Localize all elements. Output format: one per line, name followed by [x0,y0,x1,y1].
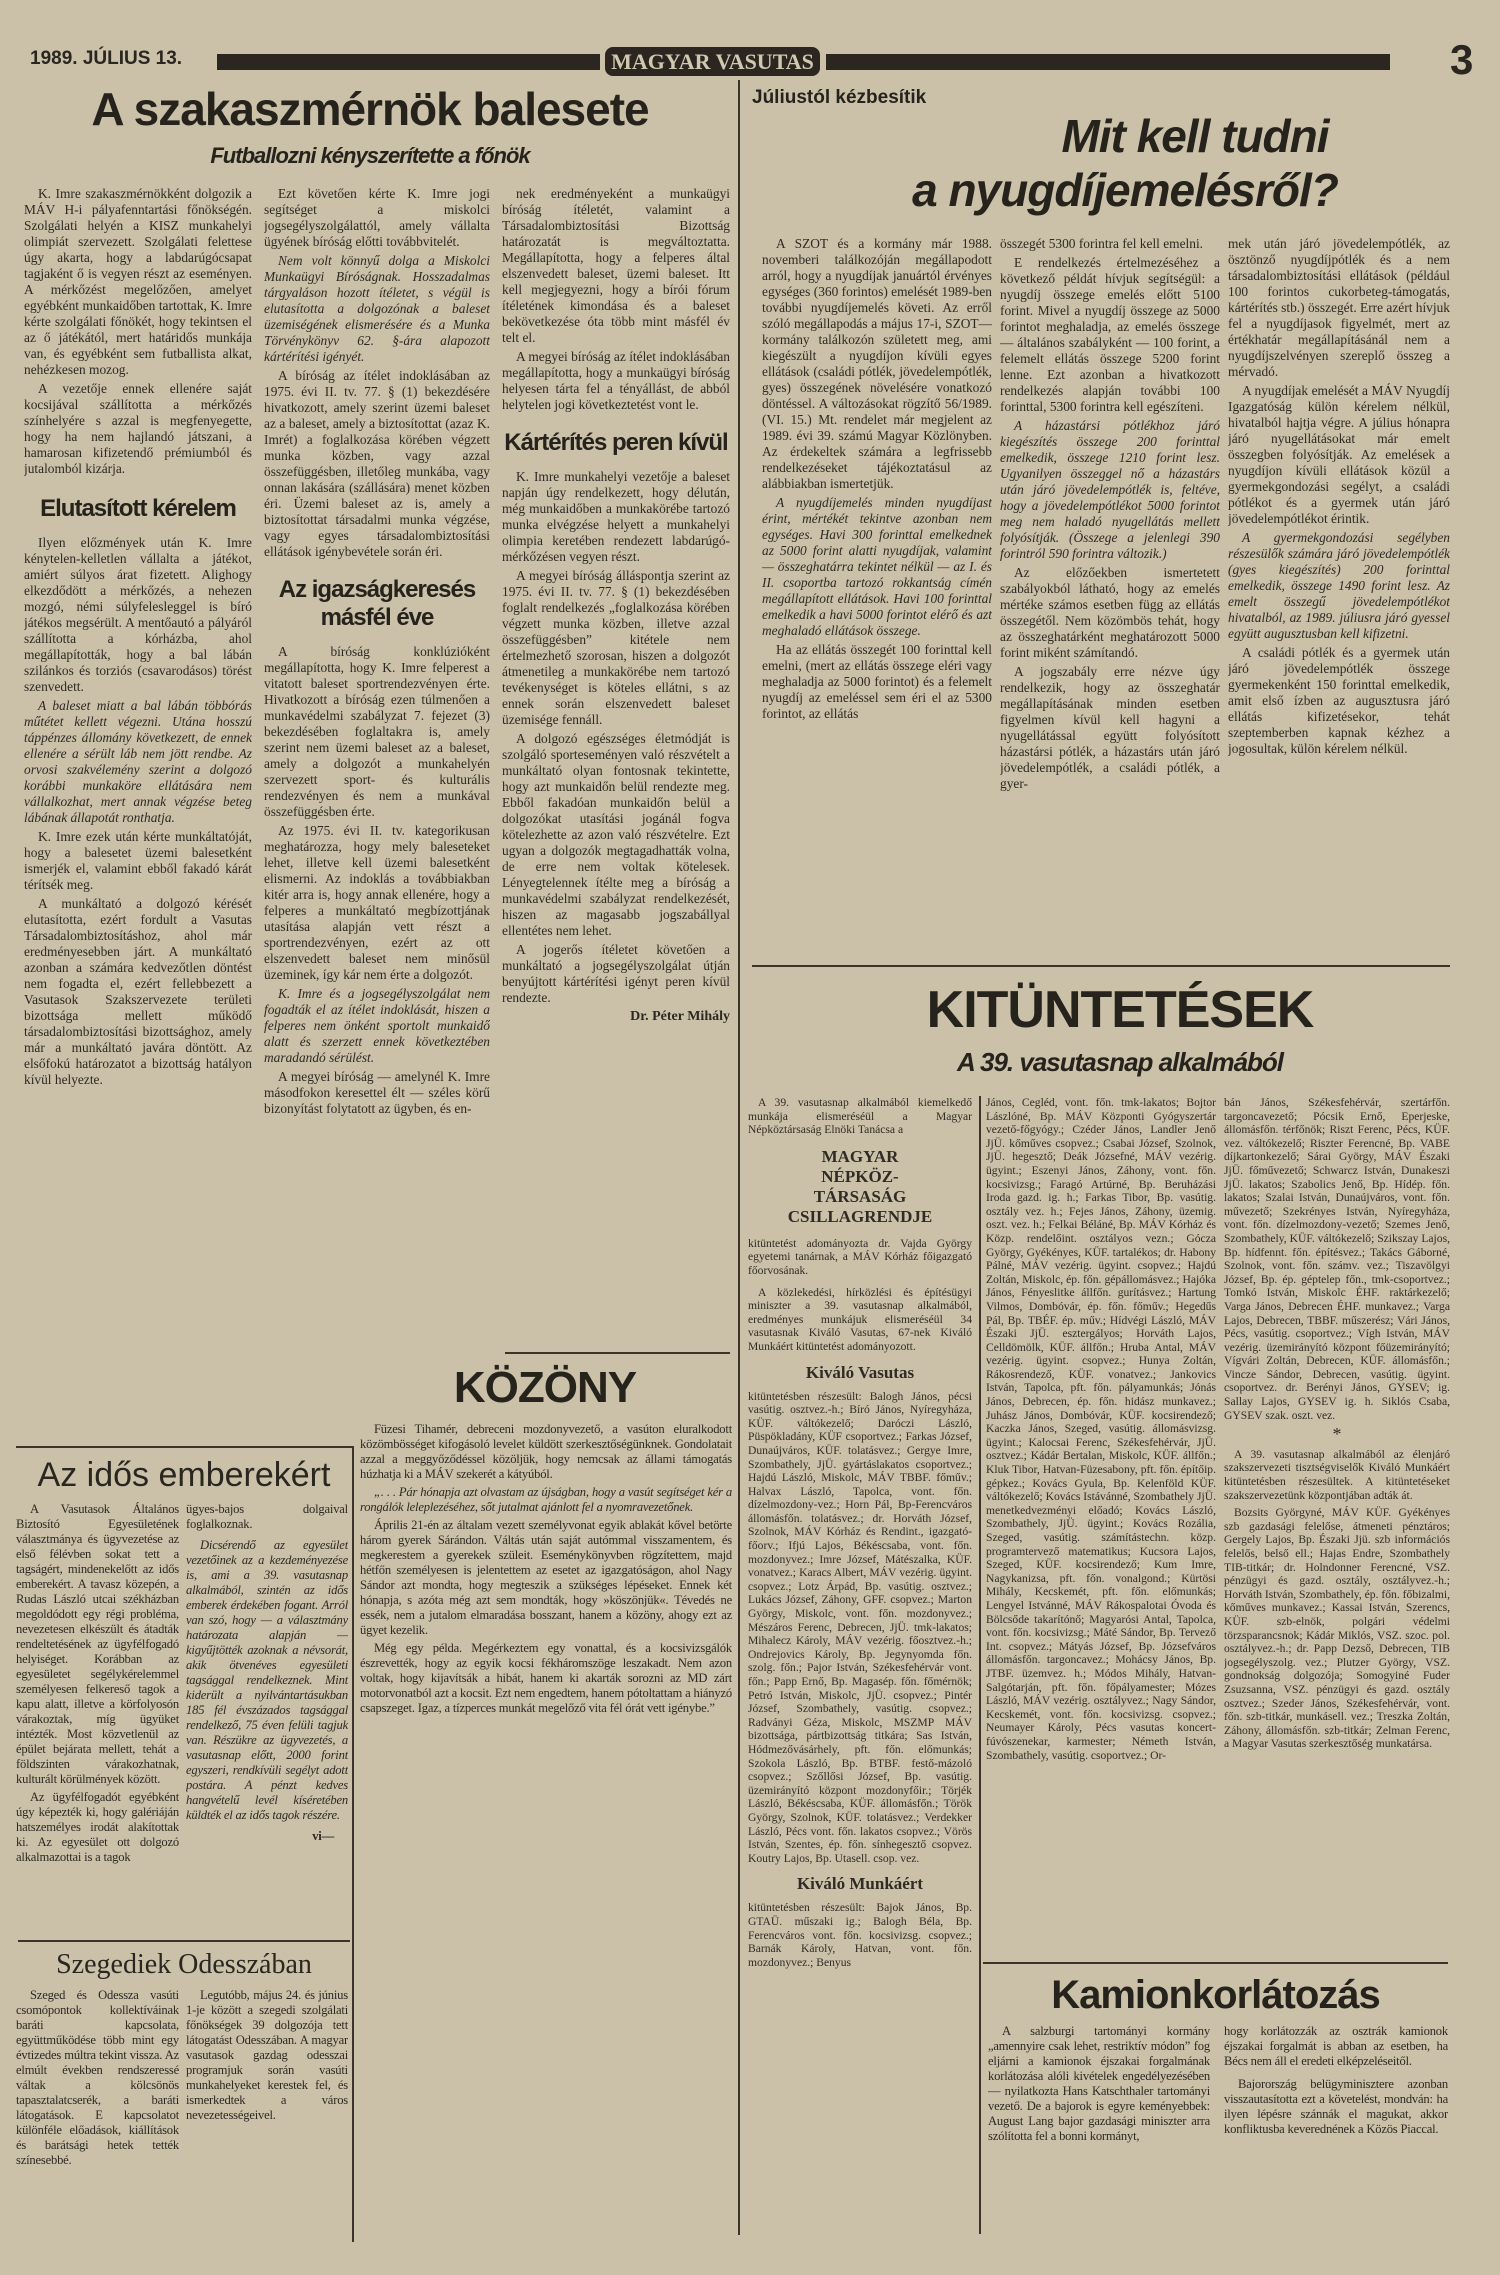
pension-kicker: Júliustól kézbesítik [752,87,927,108]
masthead-bar-right [826,54,1390,70]
separator-asterisk: * [1332,1424,1342,1445]
accident-subtitle: Futballozni kényszerítette a főnök [210,143,530,168]
paragraph: A családi pótlék és a gyermek után járó jövedelempótlék összege gyermekenként 150 forinttal emelkedik, amit első ízben az augusztusra járó ellátás kifizetésekor, tehát szeptemberben kapnak kézhez a jogosultak, külön kérelem nélkül. [1228,645,1450,756]
pension-title-line2: a nyugdíjemelésről? [912,164,1338,216]
paragraph: összegét 5300 forintra fel kell emelni. [1000,236,1204,251]
paragraph-italic: Dicsérendő az egyesület vezetőinek az a kezdeményezése is, ami a 39. vasutasnap alkalmából, szintén az idős emberek érdekében fogant. Arról van szó, hogy — a választmány határozata alapján — kigyűjtötték azoknak a névsorát, akik ötvenéves egyesületi tagsággal rendelkeznek. Mint kiderült a nyilvántartásukban 185 fél évszázados tagsággal rendelkező, 75 éven felüli tagjuk van. Részükre az ügyvezetés, a vasutasnap előtt, 2000 forint egyszeri, rendkívüli segélyt adott postára. A pénzt kedves hangvételű levél kíséretében küldték el az idős tagok részére. [186,1538,348,1822]
szeged-col-1 [16,1988,179,2238]
paragraph-italic: A nyugdíjemelés minden nyugdíjast érint, mértékét tekintve azonban nem egységes. Havi 300 forinttal emelkednek az 5000 forint alatti nyugdíjak, valamint — összeghatárra tekintet nélkül — az I. és II. csoportba tartozó rokkantság címén megállapított ellátások. Havi 100 forinttal emelkedik a havi 5000 forintot elérő és azt meghaladó ellátások összege. [762,495,992,638]
newspaper-logo: MAGYAR VASUTAS [605,47,820,76]
order-text: kitüntetést adományozta dr. Vajda György egyetemi tanárnak, a MÁV Kórház főigazgató főorvosának. [748,1236,972,1277]
pension-title-line1: Mit kell tudni [1061,110,1329,162]
paragraph: Szeged és Odessza vasúti csomópontok kollektíváinak baráti kapcsolata, együttműködése több mint egy évtizedes múltra tekint vissza. Az elmúlt években rendszeressé váltak a kölcsönös tapasztalatcserék, a baráti látogatások. E kapcsolatot különféle előadások, kiállítások és barátsági hetek tették színesebbé. [16,1988,179,2167]
awards-subtitle: A 39. vasutasnap alkalmából [956,1047,1284,1077]
paragraph: Legutóbb, május 24. és június 1-je között a szegedi szolgálati főnökségek 39 dolgozója tett látogatást Odesszában. A magyar vasutasok gazdag odesszai programjuk során vasúti munkahelyeket kerestek fel, és ismerkedtek a város nevezetességeivel. [186,1988,348,2122]
elderly-col-1 [16,1502,179,1932]
accident-col-1 [24,186,252,1436]
page-number: 3 [1450,36,1474,83]
paragraph-italic: A gyermekgondozási segélyben részesülők számára járó jövedelempótlék (gyes kiegészítés) 200 forinttal emelkedik, összege 1490 forint lesz. Az emelt összegű jövedelempótlékot hivatalból, az 1989. júliusra járó gyessel együtt augusztusban kell kifizetni. [1228,530,1450,641]
order-name-line: TÁRSASÁG [813,1186,907,1206]
paragraph: K. Imre ezek után kérte munkáltatóját, hogy a balesetet üzemi balesetként ismerjék el, valamint ebből fakadó kárát térítsék meg. [24,829,252,892]
box-right-rule [352,1446,354,2242]
paragraph: Bajorország belügyminisztere azonban visszautasította ezt a követelést, mondván: ha ilyen lépésre szánnák el magukat, akkor konfliktusba keverednének a Közös Piaccal. [1224,2077,1448,2136]
paragraph: A nyugdíjak emelését a MÁV Nyugdíj Igazgatóság külön kérelem nélkül, hivatalból hajtja végre. A július hónapra járó nyugellátásokat már emelt összegben folyósítják. Az emelések a nyugdíjon kívüli ellátások közül a gyermekgondozási segélyt, a családi pótlékot és a gyermek után járó jövedelempótlékot érintik. [1228,383,1450,526]
paragraph: hogy korlátozzák az osztrák kamionok éjszakai forgalmát is abban az esetben, ha Bécs nem áll el eredeti elképzeléseitől. [1224,2024,1448,2068]
trucks-col-1 [988,2024,1210,2244]
heading-kivalo-munkaert: Kiváló Munkáért [796,1874,924,1894]
paragraph-italic: „. . . Pár hónapja azt olvastam az újságban, hogy a vasút segítséget kér a rongálók leleplezéséhez, sőt jutalmat ajánlott fel a nyomravezetőnek. [360,1485,732,1514]
author-signature: Dr. Péter Mihály [630,1009,730,1024]
order-name-line: MAGYAR [821,1146,899,1166]
elderly-signature: vi— [312,1829,334,1843]
awards-title: KITÜNTETÉSEK [926,981,1314,1039]
subhead-compensation: Kártérítés peren kívül [504,429,728,456]
awards-name-list: bán János, Székesfehérvár, szertárfőn. targoncavezető; Pócsik Ernő, Eperjeske, állomásfőn. térfőnök; Riszt Ferenc, Pécs, KÜF. vez. váltókezelő; Riszter Ferencné, Bp. VABE díjkartonkezelő; Sárai György, MÁV Északi JjÜ. főművezető; Schwarcz István, Dunakeszi JjÜ. lakatos; Szabolics Jenő, Bp. Hídép. főn. lakatos; Szalai István, Dunaújváros, vont. főn. művezető; Szekrényes István, Nyíregyháza, vont. főn. dízelmozdony-vezető; Szemes Jenő, Szombathely, KÜF. váltókezelő; Szikszay Lajos, Bp. hídfennt. főn. építésvez.; Takács Gáborné, Szolnok, vont. főn. számv. vez.; Tiszavölgyi József, Bp. ép. géptelep főn., tmk-csoportvez.; Tomkó István, Miskolc ÉHF. raktárkezelő; Varga János, Debrecen ÉHF. munkavez.; Varga Lajos, Debrecen, TBBF. műszerész; Vári János, Pécs, vasútig. csoportvez.; Vígh István, MÁV vezérig. üzemirányító központ főüzemirányító; Vígvári Zoltán, Debrecen, KÜF. állomásfőn.; Vincze Sándor, Debrecen, vasútig. ügyint. csoportvez. dr. Berényi János, GYSEV; ig. Sallay Lajos, GYSEV ig. h. Siklós Csaba, GYSEV szak. oszt. vez. [1224,1096,1450,1422]
paragraph: Április 21-én az általam vezett személyvonat egyik ablakát kővel betörte három gyerek Sárándon. Váltás után saját autómmal visszamentem, és megkerestem a gyerekek szüleit. Eseménykönyvben rögzítettem, majd hétfőn személyesen is jelentettem az esetet az igazgatóságon, ahol Nagy Sándor azt mondta, hogy megteszik a szükséges lépéseket. Ennek két hónapja, s azóta még azt sem mondták, hogy »köszönjük«. Tévedés ne essék, nem a jutalom elmaradása bosszant, hanem a közöny, ahogy ezt az ügyet kezelik. [360,1518,732,1637]
awards-col-2 [986,1096,1216,1956]
paragraph: A bíróság az ítélet indoklásában az 1975. évi II. tv. 77. § (1) bekezdésére hivatkozott, amely szerint üzemi baleset az a baleset, amely a biztosítottat (azaz K. Imrét) a foglalkozása körében végzett munka közben, vagy azzal összefüggésben, illetőleg munkába, vagy onnan lakására (szállására) menet közben éri. Üzemi baleset az is, amely a biztosítottat társadalmi munka végzése, vagy egyes társadalombiztosítási ellátások igénybevétele során éri. [264,368,490,559]
trucks-col-2 [1224,2024,1448,2244]
paragraph: A megyei bíróság álláspontja szerint az 1975. évi II. tv. 77. § (1) bekezdésében foglalt rendelkezés „foglalkozása körében végzett munka közben, illetve azzal összefüggésben” kitétele nem értelmezhető szorosan, hiszen a dolgozót átmenetileg a munkakörébe nem tartozó tevékenységet is köteles ellátni, s az ennek során elszenvedett baleset üzemisége fennáll. [502,568,730,727]
paragraph: Ezt követően kérte K. Imre jogi segítséget a miskolci jogsegélyszolgálattól, amely vállalta ügyének bíróság előtti továbbvitelét. [264,186,490,249]
accident-col-2 [264,186,490,1436]
accident-headline: A szakaszmérnök balesete [91,83,649,135]
paragraph: A megyei bíróság — amelynél K. Imre másodfokon keresettel élt — széles körű bizonyítást folytatott az ügyben, és en- [264,1069,490,1116]
paragraph: Az ügyfélfogadót egyébként úgy képezték ki, hogy galériáján hatszemélyes irodát alakítottak ki. Az egyesület ott dolgozó alkalmazottai is a tagok [16,1790,179,1864]
paragraph-italic: K. Imre és a jogsegélyszolgálat nem fogadták el az ítélet indoklását, hiszen a felperes nem önként sportolt munkaidő alatt és szerzett ennek következtében maradandó sérülést. [264,986,490,1065]
kivalo-munkaert-list: kitüntetésben részesült: Bajok János, Bp. GTAÜ. műszaki ig.; Balogh Béla, Bp. Ferencváros vont. főn. kocsivizsg. csopvez.; Barnák Károly, Hatvan, vont. főn. mozdonyvez.; Benyus [748,1901,972,1969]
awards-intro: A 39. vasutasnap alkalmából kiemelkedő munkája elismeréséül a Magyar Népköztársaság Elnöki Tanácsa a [748,1096,972,1137]
paragraph: nek eredményeként a munkaügyi bíróság ítéletét, valamint a Társadalombiztosítási Bizottság határozatát is megváltoztatta. Megállapította, hogy a felperes által elszenvedett baleset, üzemi baleset. Itt kell megjegyezni, hogy a bírói fórum ítéletének kimondása és a baleset bekövetkezése óta több mint másfél év telt el. [502,186,730,345]
divider [505,1352,730,1354]
paragraph: Az 1975. évi II. tv. kategorikusan meghatározza, hogy mely baleseteket lehet, illetve kell üzemi balesetként elismerni. Az indoklás a továbbiakban kitér arra is, hogy annak ellenére, hogy a felperes a munkáltató megbízottjának utasítása alapján vett részt a sportrendezvényen, ezért az ott elszenvedett baleset nem minősül üzeminek, így kár nem érte a dolgozót. [264,823,490,982]
paragraph-italic: A baleset miatt a bal lábán többórás műtétet kellett végezni. Utána hosszú táppénzes állomány következett, de ennek ellenére a sérült láb nem jött rendbe. Az orvosi szakvélemény szerint a dolgozó korábbi munkaköre ellátására nem vállalkozhat, mert annak végzése beteg lábának állapotát ronthatja. [24,698,252,825]
issue-date: 1989. JÚLIUS 13. [30,48,183,69]
pension-col-2 [1000,236,1220,958]
paragraph: Ilyen előzmények után K. Imre kénytelen-kelletlen vállalta a játékot, amiért súlyos árat fizetett. Alighogy elkezdődött a mérkőzés, a nehezen mozgó, némi súlyfelesleggel is bíró játékos megsérült. A mentőautó a pályáról szállította a kórházba, ahol megállapították, hogy a bal lábán szilánkos és torziós (csavarodásos) törést szenvedett. [24,535,252,694]
elderly-col-2 [186,1502,348,1932]
paragraph: K. Imre szakaszmérnökként dolgozik a MÁV H-i pályafenntartási főnökségén. Szolgálati helyén a KISZ munkahelyi olimpiát szervezett. Szolgálati felettese úgy akarta, hogy a labdarúgócsapat tagjaként ő is vegyen részt az eseményen. A mérkőzést megelőzően, amelyet egyébként munkaidőben tartottak, K. Imre kérte szolgálati főnökét, hogy tekintsen el az ő játékától, mert határidős munkája van, és egyébként sem futballista alkat, nehézkesen mozog. [24,186,252,377]
pension-col-3 [1228,236,1450,958]
paragraph: ügyes-bajos dolgaival foglalkoznak. [186,1502,348,1531]
paragraph: A salzburgi tartományi kormány „amennyire csak lehet, restriktív módon” fog eljárni a kamionok éjszakai forgalmának korlátozása alóli kivételek engedélyezésében — nyilatkozta Hans Katschthaler tartományi vezető. De a bajorok is egyre keményebbek: August Lang bajor gazdasági miniszter arra szólította fel a bonni kormányt, [988,2024,1210,2143]
box-top-rule [16,1446,354,1448]
order-name-line: NÉPKÖZ- [821,1166,899,1186]
paragraph: Az előzőekben ismertetett szabályokból látható, hogy az emelés mértéke számos esetben függ az ellátás összegétől. Nem közömbös tehát, hogy az összeghatárként meghatározott 5000 forint miként számítandó. [1000,565,1220,660]
union-intro: A 39. vasutasnap alkalmából az élenjáró szakszervezeti tisztségviselők Kiváló Munkáért kitüntetésben részesültek. A kitüntetéseket szakszervezetünk központjában adták át. [1224,1447,1450,1502]
paragraph: A Vasutasok Általános Biztosító Egyesületének választmánya és ügyvezetése az első félévben sokat tett a tagságért, mindenekelőtt az idős emberekért. A tavasz közepén, a Rudas László utcai székházban megoldódott egy régi probléma, nevezetesen elkészült és átadták rendeltetésének az ügyfélfogadó helyiséget. Korábban az egyesületet segélykérelemmel személyesen felkereső tagok a kapu alatt, illetve a körfolyosón várakoztak, míg ügyüket intézték. Most közvetlenül az épület bejárata mellett, tehát a földszinten várakozhatnak, kulturált körülmények között. [16,1502,179,1786]
paragraph: Füzesi Tihamér, debreceni mozdonyvezető, a vasúton eluralkodott közömbösséget kifogásoló levelet küldött szerkesztőségünknek. Gondolatait azzal a meggyőződéssel közöljük, hogy nemcsak az állami támogatás húzhatja ki a MÁV szekerét a kátyúból. [360,1422,732,1481]
column-divider [979,1096,981,2234]
divider [752,965,1450,967]
paragraph: A vezetője ennek ellenére saját kocsijával szállította a mérkőzés színhelyére s azzal is megfenyegette, hogy ha nem hajlandó játszani, a hamarosan kifizetendő prémiumból és jutalomból kizárja. [24,381,252,476]
paragraph: K. Imre munkahelyi vezetője a baleset napján úgy rendelkezett, hogy délután, még munkaidőben a munkakörébe tartozó munka elvégzése helyett a munkahelyi olimpia keretében rendezett labdarúgó-mérkőzésen vegyen részt. [502,469,730,564]
kozony-col [360,1422,732,2238]
subhead-rejected: Elutasított kérelem [40,495,236,522]
divider [18,1940,350,1942]
paragraph-italic: A házastársi pótlékhoz járó kiegészítés összege 200 forinttal emelkedik, összege 1210 forint lesz. Ugyanilyen összeggel nő a házastárs után járó jövedelempótlék is, feltéve, hogy a jövedelempótlékot 5000 forintot meg nem haladó nyugellátás mellett folyósítják. (Összege a jelenlegi 390 forintról 590 forintra változik.) [1000,418,1220,561]
paragraph: A megyei bíróság az ítélet indoklásában megállapította, hogy a munkaügyi bíróság helyesen tárta fel a tényállást, de abból helytelen jogi következtetést vont le. [502,349,730,412]
paragraph: A dolgozó egészséges életmódját is szolgáló sporteseményen való részvételt a munkáltató olyan fontosnak tekintette, hogy azt munkaidőn belül rendezte meg. Ebből fakadóan munkaidőn belül a dolgozókat utasítási jogánál fogva kötelezhette az azon való részvételre. Ezt ugyan a dolgozók megtagadhatták volna, de erre nem voltak kötelesek. Lényegtelennek ítélte meg a bíróság a munkavédelmi szabályzat rendelkezését, hiszen az magasabb jogszabállyal ellentétes nem lehet. [502,731,730,938]
paragraph: A jogerős ítéletet követően a munkáltató a jogsegélyszolgálat útján benyújtott kártérítési igényt peren kívül rendezte. [502,942,730,1005]
accident-col-3 [502,186,730,1346]
trucks-title: Kamionkorlátozás [1051,1973,1380,2017]
paragraph: A SZOT és a kormány már 1988. novemberi találkozóján megállapodott arról, hogy a nyugdíjak januártól érvényes egységes (360 forintos) emelését 1989-ben további nyugdíjemelés követi. Az erről szóló megállapodás a május 17-i, SZOT—kormány találkozón született meg, ami kiegészült a nyugdíjon kívüli egyes ellátások (családi pótlék, jövedelempótlék, gyes) összegének növelésére vonatkozó döntéssel. A változásokat rögzítő 56/1989. (VI. 15.) Mt. rendelet már megjelent az 1989. évi 39. számú Magyar Közlönyben. Az érdekeltek számára a legfrissebb rendelkezéseket tájékoztatásul az alábbiakban ismertetjük. [762,236,992,491]
awards-col-1 [748,1096,972,2236]
paragraph: A munkáltató a dolgozó kérését elutasította, ezért fordult a Vasutas Társadalombiztosításhoz, ahol már eredményesebben járt. A munkáltató azonban a számára kedvezőtlen döntést nem fogadta el, ezért fellebbezett a Vasutasok Szakszervezete területi bizottsága mellett működő társadalombiztosítási bizottsághoz, amely már a munkáltató javára döntött. Az elsőfokú határozatot a bizottság hatályon kívül helyezte. [24,896,252,1087]
subhead-justice: Az igazságkeresés másfél éve [278,576,476,631]
paragraph: Még egy példa. Megérkeztem egy vonattal, és a kocsivizsgálók észrevették, hogy az egyik kocsi fékháromszöge leszakadt. Nem azon voltak, hogy kijavítsák a hibát, hanem ki akarták sorozni az MD zárt motorvonatból azt a kocsit. Ezt nem engedtem, hanem pótoltattam a hiányzó csapszeget. Igaz, a tízperces munkát megelőző vita fél órát vett igénybe.” [360,1641,732,1715]
szeged-title: Szegediek Odesszában [56,1949,312,1980]
heading-kivalo-vasutas: Kiváló Vasutas [805,1362,915,1382]
minister-text: A közlekedési, hírközlési és építésügyi miniszter a 39. vasutasnap alkalmából, eredményes munkájuk elismeréséül 34 vasutasnak Kiváló Vasutas, 67-nek Kiváló Munkáért kitüntetést adományozott. [748,1285,972,1353]
masthead-bar-left [217,54,600,70]
szeged-col-2 [186,1988,348,2238]
order-name-line: CSILLAGRENDJE [787,1206,933,1226]
paragraph-italic: Nem volt könnyű dolga a Miskolci Munkaügyi Bíróságnak. Hosszadalmas tárgyaláson hozott ítéletet, s végül is elutasította a dolgozónak a baleset üzemiségének elismerésére és a Munka Törvénykönyv 62. §-ára alapozott kártérítési igényét. [264,253,490,364]
kozony-title: KÖZÖNY [453,1363,637,1412]
paragraph: A bíróság konklúzióként megállapította, hogy K. Imre felperest a vitatott baleset sportrendezvényen érte. Hivatkozott a bíróság ezen túlmenően a munkavédelmi szabályzat 7. fejezet (3) bekezdésében foglaltakra is, amely szerint nem üzemi baleset az a baleset, amely a dolgozót a munkahelyén szervezett sport- és kulturális rendezvényen és nem a munkával összefüggésben érte. [264,644,490,819]
union-awards-list: Bozsits Györgyné, MÁV KÜF. Gyékényes szb gazdasági felelőse, átmeneti pénztáros; Gergely Lajos, Bp. Északi Jjü. szb információs felelős, belső ell.; Hajas Endre, Szombathely TIB-titkár; dr. Holndonner Ferencné, VSZ. pénzügyi és gazd. osztály, osztályvez.-h.; Horváth István, Szombathely, ép. főn. főbizalmi, kőműves munkavez.; Kassai István, Szerencs, KÜF. szb-elnök, polgári védelmi törzsparancsnok; Kádár Miklós, VSZ. szoc. pol. osztályvez.-h.; dr. Papp Dezső, Debrecen, TIB jogsegélyszolg. vez.; Plutzer György, VSZ. gondnokság dolgozója; Somogyiné Fuder Zsuzsanna, VSZ. pénzügyi és gazd. osztály osztvez.; Szeder János, Székesfehérvár, vont. főn. szb-titkár, munkásell. vez.; Treszka Zoltán, Záhony, állomásfőn. szb-titkár; Zelman Ferenc, a Magyar Vasutas szerkesztőség munkatársa. [1224,1506,1450,1751]
awards-name-list: János, Cegléd, vont. főn. tmk-lakatos; Bojtor Lászlóné, Bp. MÁV Központi Gyógyszertár vezető-főgyógy.; Czéder János, Landler Jenő JjÜ. kőműves csopvez.; Csabai József, Szolnok, JjÜ. hegesztő; Deák Józsefné, MÁV vezérig. ügyint.; Eszenyi János, Záhony, vont. főn. kocsivizsg.; Faragó Artúrné, Bp. Beruházási Iroda gazd. ig. h.; Farkas Tibor, Bp. vasútig. osztály vez. h.; Fejes János, Záhony, üzemig. oszt. vez. h.; Felkai Béláné, Bp. MÁV Kórház és Közp. rendelőint. osztályos vezn.; Gócza György, Gyékényes, KÜF. tartalékos; dr. Habony Pálné, MÁV vezérig. ügyint. csopvez.; Hajdú Zoltán, Miskolc, ép. főn. gépállomásvez.; Hajóka János, Fényeslitke állfőn. gurításvez.; Hartung Vilmos, Dombóvár, ép. főn. főműv.; Hegedűs Pál, Bp. TBÉF. ép. műv.; Hídvégi László, MÁV Északi JjÜ. esztergályos; Horváth Lajos, Celldömölk, KÜF. állfőn.; Hruba Antal, MÁV vezérig. ügyint. csopvez.; Hunya Zoltán, Rákosrendező, KÜF. vonatvez.; Jankovics István, Tapolca, pft. főn. pályamunkás; Jónás János, Debrecen, ép. főn. hidász munkavez.; Juhász János, Dombóvár, KÜF. kocsirendező; Kaczka János, Szeged, vasútig. állomásvizsg. ügyint.; Kalocsai Ferenc, Székesfehérvár, JjÜ. osztvez.; Kádár Bertalan, Miskolc, KÜF. állfőn.; Kluk Tibor, Hatvan-Füzesabony, pft. főn. építőip. gépkez.; Kovács Gyula, Bp. Kelenföld KÜF. váltókezelő; Kovács Istávánné, Szombathely JjÜ. menetkedvezményi előadó; Kovács László, Szombathely, JjÜ. ügyint.; Kovács Rozália, Szeged, vasútig. számítástechn. közp. programtervező matematikus; Kucsora Lajos, Szeged, KÜF. kocsirendező; Kum Imre, Nagykanizsa, pft. főn. vonalgond.; Kürtösi Mihály, Kecskemét, pft. főn. előmunkás; Lengyel Istvánné, MÁV Rákospalotai Óvoda és Bölcsőde takarítónő; Magyarósi Antal, Tapolca, vont. főn. kocsivizsg.; Máté Sándor, Bp. Tervező Int. csopvez.; Mátyás József, Bp. Józsefváros állomásfőn. targoncavez.; Mohácsy János, Bp. JTBF. üzemvez. h.; Módos Mihály, Hatvan-Salgótarján, pft. főn. főpályamester; Mózes László, MÁV vezérig. osztályvez.; Nagy Sándor, Kecskemét, vont. főn. kocsivizsg. csopvez.; Neumayer Károly, Pécs vasutas koncert-fúvószenekar, karmester; Németh István, Szombathely, vasútig. csoportvez.; Or- [986,1096,1216,1762]
awards-col-3 [1224,1096,1450,1956]
elderly-title: Az idős emberekért [37,1456,331,1494]
paragraph: E rendelkezés értelmezéséhez a következő példát hívjuk segítségül: a nyugdíj összege emelés előtt 5100 forint. Mivel a nyugdíj összege az 5000 forintot meghaladja, az emelés összege — általános szabályként — 100 forint, a felemelt ellátás összege 5200 forint lenne. Ezt azonban a hivatkozott rendelkezés alapján további 100 forinttal, 5300 forintra kell egészíteni. [1000,255,1220,414]
column-divider [738,80,740,2235]
divider [983,1962,1448,1964]
paragraph: mek után járó jövedelempótlék, az ösztönző nyugdíjpótlék és a nem társadalombiztosítási ellátások (például 100 forintos cukorbeteg-támogatás, kártérítés stb.) összegét. Erre azért hívjuk fel a nyugdíjasok figyelmét, mert az értékhatár megállapításánál nem a nyugdíjszelvényen szereplő összeg a mérvadó. [1228,236,1450,379]
paragraph: A jogszabály erre nézve úgy rendelkezik, hogy az összeghatár megállapításának minden esetben figyelmen kívül kell hagyni a nyugellátással együtt folyósított házastársi pótlék, a házastárs után járó jövedelempótlék, a családi pótlék, a gyer- [1000,664,1220,791]
paragraph: Ha az ellátás összegét 100 forinttal kell emelni, (mert az ellátás összege eléri vagy meghaladja az 5000 forintot) és a felemelt nyugdíj az emeléssel sem éri el az 5300 forintot, az ellátás [762,642,992,721]
kivalo-vasutas-list: kitüntetésben részesült: Balogh János, pécsi vasútig. osztvez.-h.; Bíró János, Nyíregyháza, KÜF. váltókezelő; Daróczi László, Püspökladány, KÜF csoportvez.; Farkas József, Dunaújváros, KÜF. tolatásvez.; Gergye Imre, Szombathely, JjÜ. gyártáslakatos csoportvez.; Hajdú László, Miskolc, MÁV TBBF. főműv.; Halvax László, Tapolca, vont. főn. dízelmozdony-vez.; Horn Pál, Bp-Ferencváros állomásfőn. tolatásvez.; dr. Horváth József, Szolnok, MÁV Kórház és Rendint., igazgató-főorv.; Ifjú Lajos, Békéscsaba, vont. főn. mozdonyvez.; Imre József, Mátészalka, KÜF. vonatvez.; Karacs Albert, MÁV vezérig. ügyint. csopvez.; Lotz Árpád, Bp. vasútig. osztvez.; Lukács József, Záhony, GFF. csopvez.; Marton György, Miskolc, vont. főn. mozdonyvez.; Mészáros Ferenc, Debrecen, JjÜ. tmk-lakatos; Mihalecz Károly, MÁV vezérig. főosztvez.-h.; Ondrejovics Károly, Bp. Jegynyomda főn. szolg. főn.; Pajor István, Székesfehérvár vont. főn.; Papp Ernő, Bp. Magasép. főn. főmérnök; Petró István, Miskolc, JjÜ. csopvez.; Pintér József, Szombathely, vasútig. csopvez.; Radványi Géza, Miskolc, MSZMP MÁV bizottsága, pártbizottság titkára; Sas István, Hódmezővásárhely, pft. főn. előmunkás; Szokola László, Bp. BTBF. festő-mázoló csopvez.; Szőllősi József, Bp. vasútig. üzemirányító központ mozdonyfőir.; Törjék László, Békéscsaba, KÜF. állomásfőn.; Török György, Szolnok, KÜF. tolatásvez.; Verdekker László, Pécs vont. főn. lakatos csopvez.; Vörös István, Szentes, ép. főn. sínhegesztő csopvez. Koutry Lajos, Bp. Utasell. csop. vez. [748,1389,972,1865]
pension-col-1 [762,236,992,958]
order-name [748,1147,972,1227]
